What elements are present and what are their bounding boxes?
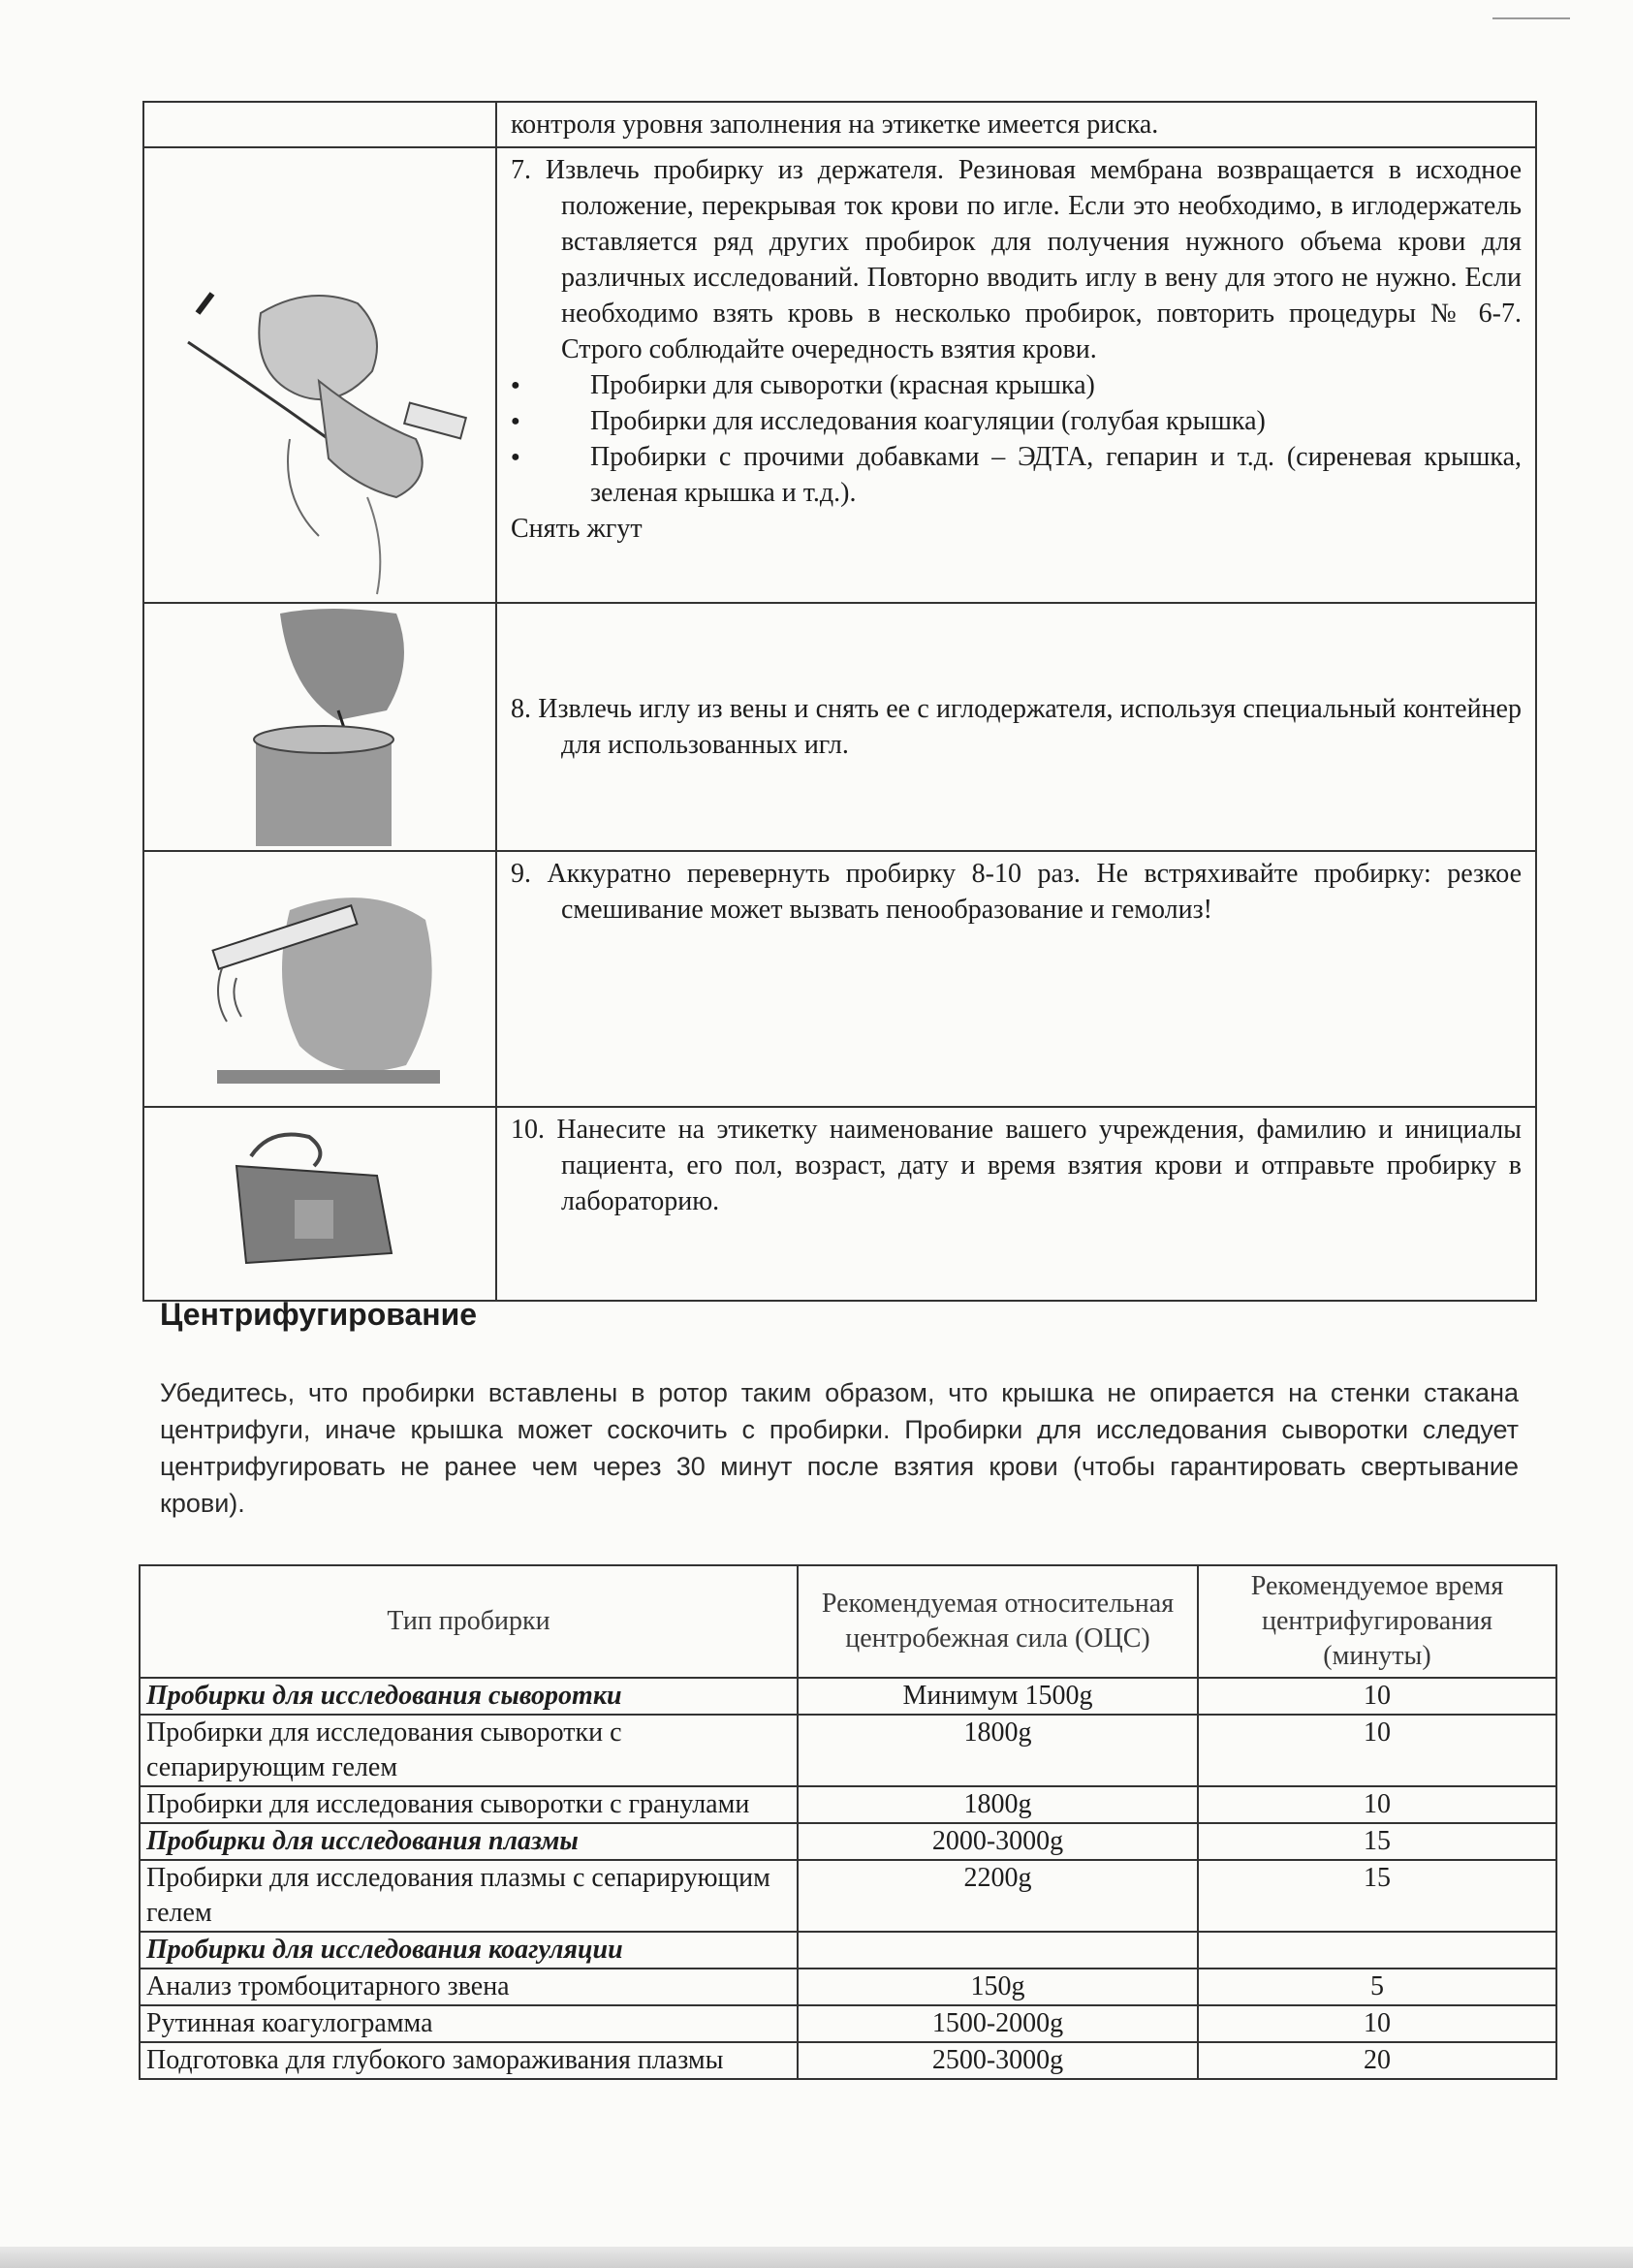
cell-force: 2200g xyxy=(798,1860,1198,1932)
step-10-illustration xyxy=(143,1107,496,1301)
step-9-cell xyxy=(496,851,1536,1107)
cell-force: 1500-2000g xyxy=(798,2005,1198,2042)
step-10-text: 10. Нанесите на этикетку наименование вашего учреждения, фамилию и инициалы пациента, его пол, возраст, дату и время взятия крови и отправьте пробирку в лабораторию. xyxy=(511,1115,1522,1216)
bullet-icon: ● xyxy=(511,449,520,465)
table-row xyxy=(143,147,1536,603)
list-item xyxy=(511,439,1522,511)
cell-time: 15 xyxy=(1198,1860,1556,1932)
empty-image-cell xyxy=(143,102,496,147)
step-7-illustration xyxy=(143,147,496,603)
cell-time: 10 xyxy=(1198,1715,1556,1786)
cell-force: 2500-3000g xyxy=(798,2042,1198,2079)
table-row xyxy=(143,102,1536,147)
list-item xyxy=(511,367,1522,403)
cell-time xyxy=(1198,1932,1556,1969)
section-paragraph: Убедитесь, что пробирки вставлены в ротор таким образом, что крышка не опирается на стенки стакана центрифуги, иначе крышка может соскочить с пробирки. Пробирки для исследования сыворотки следует центрифугировать не ранее чем через 30 минут после взятия крови (чтобы гарантировать свертывание крови). xyxy=(160,1378,1519,1518)
cell-time: 5 xyxy=(1198,1969,1556,2005)
cell-type: Подготовка для глубокого замораживания плазмы xyxy=(140,2042,798,2079)
table-row xyxy=(140,1969,1556,2005)
cell-force: 2000-3000g xyxy=(798,1823,1198,1860)
table-row xyxy=(140,1678,1556,1715)
table-row xyxy=(143,1107,1536,1301)
step-9-illustration xyxy=(143,851,496,1107)
step-8-text: 8. Извлечь иглу из вены и снять ее с иглодержателя, используя специальный контейнер для использованных игл. xyxy=(511,694,1522,760)
step-7-cell xyxy=(496,147,1536,603)
cell-type: Пробирки для исследования плазмы xyxy=(140,1823,798,1860)
column-header-time: Рекомендуемое время центрифугирования (минуты) xyxy=(1198,1565,1556,1678)
cell-time: 20 xyxy=(1198,2042,1556,2079)
step-8-illustration xyxy=(143,603,496,851)
table-row xyxy=(140,1786,1556,1823)
cell-time: 10 xyxy=(1198,1678,1556,1715)
list-item xyxy=(511,403,1522,439)
cell-type: Рутинная коагулограмма xyxy=(140,2005,798,2042)
hand-removing-tube-image xyxy=(144,148,495,604)
column-header-type: Тип пробирки xyxy=(140,1565,798,1678)
tube-inversion-image xyxy=(144,852,495,1108)
table-row xyxy=(140,1860,1556,1932)
table-header-row xyxy=(140,1565,1556,1678)
step-10-cell xyxy=(496,1107,1536,1301)
step-7-tail: Снять жгут xyxy=(511,514,643,544)
cell-force xyxy=(798,1932,1198,1969)
cell-force: 1800g xyxy=(798,1715,1198,1786)
table-row xyxy=(140,2042,1556,2079)
cell-force: 150g xyxy=(798,1969,1198,2005)
scan-edge-bottom xyxy=(0,2247,1633,2268)
cell-type: Пробирки для исследования сыворотки с сепарирующим гелем xyxy=(140,1715,798,1786)
step-7-text: 7. Извлечь пробирку из держателя. Резиновая мембрана возвращается в исходное положение, перекрывая ток крови по игле. Если это необходимо, в иглодержатель вставляется ряд других пробирок для получения нужного объема крови для различных исследований. Повторно вводить иглу в вену для этого не нужно. Если необходимо взять кровь в несколько пробирок, повторить процедуры № 6-7. Строго соблюдайте очередность взятия крови. xyxy=(511,155,1522,364)
table-row xyxy=(143,851,1536,1107)
centrifuge-table xyxy=(139,1564,1557,2080)
table-row xyxy=(143,603,1536,851)
cell-time: 10 xyxy=(1198,1786,1556,1823)
bullet-text: Пробирки с прочими добавками – ЭДТА, гепарин и т.д. (сиреневая крышка, зеленая крышка и т.д.). xyxy=(590,442,1522,508)
column-header-force: Рекомендуемая относительная центробежная сила (ОЦС) xyxy=(798,1565,1198,1678)
bullet-icon: ● xyxy=(511,377,520,394)
cell-force: 1800g xyxy=(798,1786,1198,1823)
scan-edge-top xyxy=(1492,17,1570,19)
cell-force: Минимум 1500g xyxy=(798,1678,1198,1715)
cell-time: 10 xyxy=(1198,2005,1556,2042)
bullet-text: Пробирки для исследования коагуляции (голубая крышка) xyxy=(590,406,1266,436)
cell-type: Пробирки для исследования сыворотки xyxy=(140,1678,798,1715)
cell-type: Пробирки для исследования сыворотки с гранулами xyxy=(140,1786,798,1823)
transport-bag-image xyxy=(144,1108,495,1302)
table-row xyxy=(140,1715,1556,1786)
step-8-cell xyxy=(496,603,1536,851)
needle-container-image xyxy=(144,604,495,852)
cell-type: Анализ тромбоцитарного звена xyxy=(140,1969,798,2005)
table-row xyxy=(140,2005,1556,2042)
cell-type: Пробирки для исследования плазмы с сепарирующим гелем xyxy=(140,1860,798,1932)
section-title: Центрифугирование xyxy=(160,1297,478,1332)
cell-type: Пробирки для исследования коагуляции xyxy=(140,1932,798,1969)
table-row xyxy=(140,1823,1556,1860)
bullet-text: Пробирки для сыворотки (красная крышка) xyxy=(590,370,1095,400)
step-6-continuation: контроля уровня заполнения на этикетке имеется риска. xyxy=(496,102,1536,147)
cell-time: 15 xyxy=(1198,1823,1556,1860)
instruction-table xyxy=(142,101,1537,1302)
bullet-icon: ● xyxy=(511,413,520,429)
step-9-text: 9. Аккуратно перевернуть пробирку 8-10 раз. Не встряхивайте пробирку: резкое смешивание может вызвать пенообразование и гемолиз! xyxy=(511,859,1522,925)
table-row xyxy=(140,1932,1556,1969)
